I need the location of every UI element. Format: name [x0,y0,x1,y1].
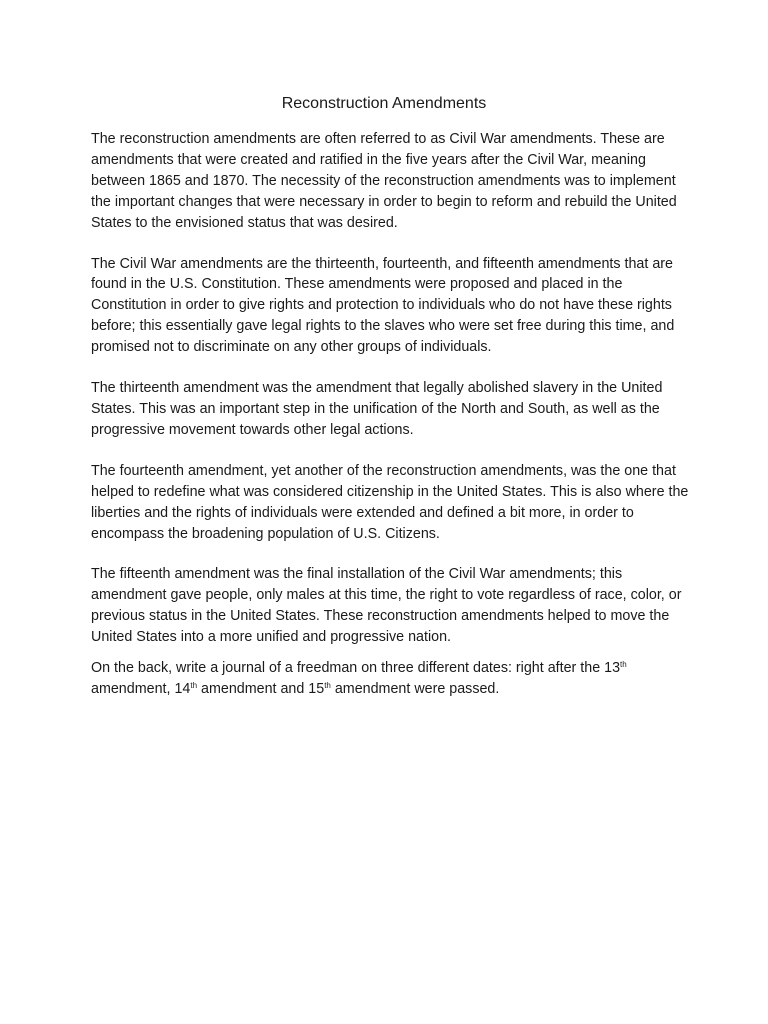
prompt-superscript-2: th [190,680,198,690]
paragraph-intro: The reconstruction amendments are often referred to as Civil War amendments. These are amendments that were created and ratified in the five years after the Civil War, meaning between 1865 and 1870. The necessity of the reconstruction amendments was to implement the important changes that were necessary in order to begin to reform and rebuild the United States to the envisioned status that was desired. [91,131,677,231]
prompt-text-3: amendment and 15 [197,680,325,697]
paragraph-civil-war-amendments: The Civil War amendments are the thirteenth, fourteenth, and fifteenth amendments that are found in the U.S. Constitution. These amendments were proposed and placed in the Constitution in order to give rights and protection to individuals who do not have these rights before; this essentially gave legal rights to the slaves who were set free during this time, and promised not to discriminate on any other groups of individuals. [91,255,675,356]
prompt-text-4: amendment were passed. [330,680,500,697]
paragraph-assignment-prompt [91,658,691,700]
prompt-superscript-3: th [324,680,331,690]
document-body [91,129,691,720]
document-title: Reconstruction Amendments [281,95,487,112]
paragraph-fifteenth: The fifteenth amendment was the final installation of the Civil War amendments; this amendment gave people, only males at this time, the right to vote regardless of race, color, or previous status in the United States. These reconstruction amendments helped to move the United States into a more unified and progressive nation. [91,566,682,646]
prompt-superscript-1: th [620,660,627,670]
paragraph-fourteenth: The fourteenth amendment, yet another of the reconstruction amendments, was the one that helped to redefine what was considered citizenship in the United States. This is also where the liberties and the rights of individuals were extended and defined a bit more, in order to encompass the broadening population of U.S. Citizens. [91,462,689,542]
paragraph-thirteenth: The thirteenth amendment was the amendment that legally abolished slavery in the United States. This was an important step in the unification of the North and South, as well as the progressive movement towards other legal actions. [91,380,663,438]
prompt-text-1: On the back, write a journal of a freedman on three different dates: right after the 13 [91,660,621,677]
prompt-text-2: amendment, 14 [91,680,191,697]
